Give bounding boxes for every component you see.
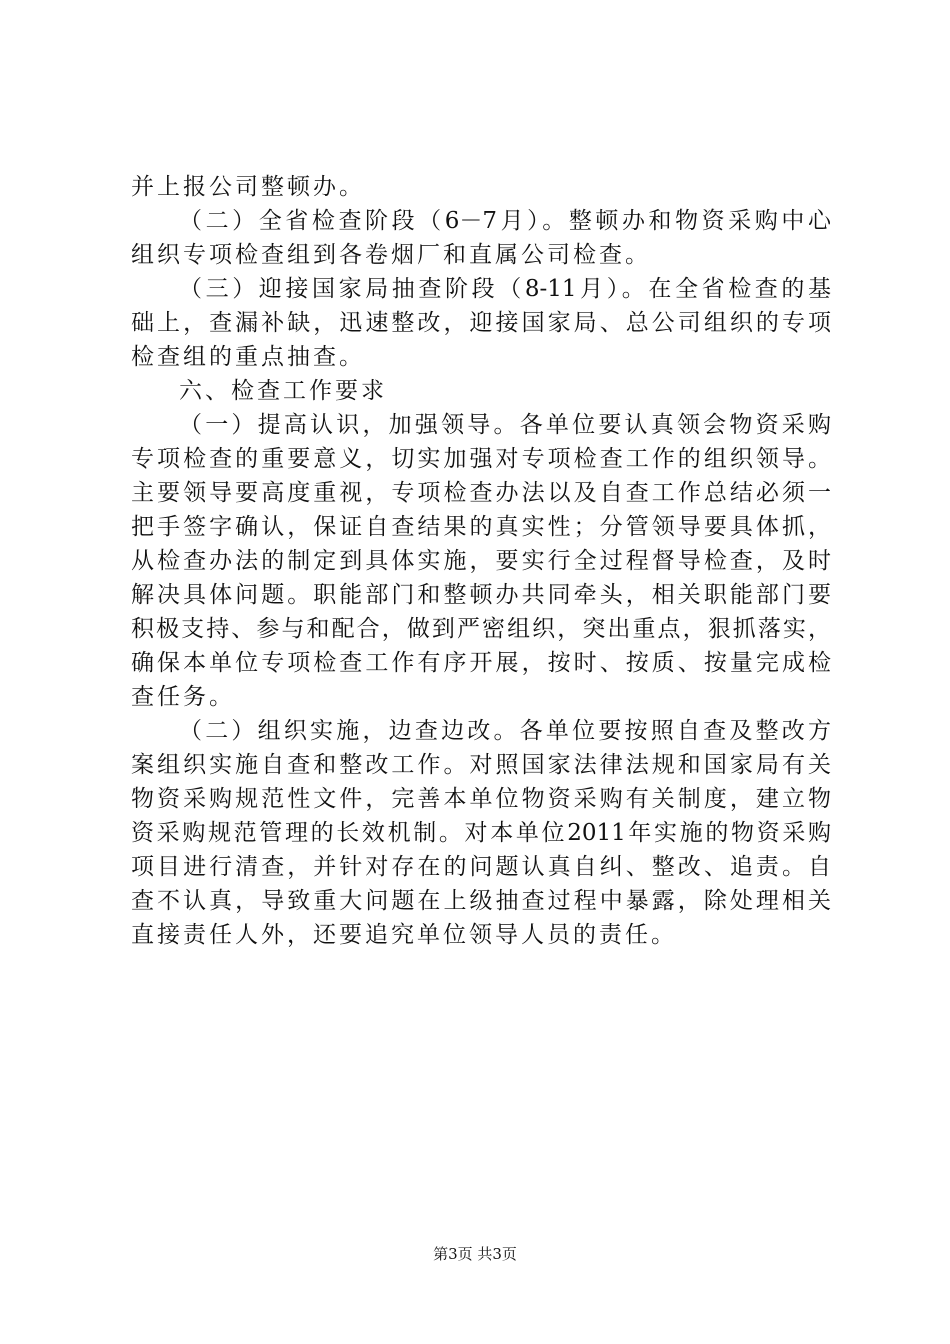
text-line: 确保本单位专项检查工作有序开展，按时、按质、按量完成检	[131, 650, 831, 676]
page-footer: 第3页 共3页	[433, 1245, 517, 1263]
text-line: 组织专项检查组到各卷烟厂和直属公司检查。	[131, 242, 651, 268]
text-line: 查不认真，导致重大问题在上级抽查过程中暴露，除处理相关	[131, 888, 831, 914]
text-line: （三）迎接国家局抽查阶段（8-11月）。在全省检查的基	[179, 276, 831, 302]
text-line: 资采购规范管理的长效机制。对本单位2011年实施的物资采购	[131, 820, 831, 846]
text-line: 专项检查的重要意义，切实加强对专项检查工作的组织领导。	[131, 446, 831, 472]
text-line: 检查组的重点抽查。	[131, 344, 365, 370]
text-line: 案组织实施自查和整改工作。对照国家法律法规和国家局有关	[131, 752, 831, 778]
text-line: 六、检查工作要求	[179, 378, 387, 404]
text-line: 把手签字确认，保证自查结果的真实性；分管领导要具体抓，	[131, 514, 831, 540]
text-line: 解决具体问题。职能部门和整顿办共同牵头，相关职能部门要	[131, 582, 831, 608]
text-line: 从检查办法的制定到具体实施，要实行全过程督导检查，及时	[131, 548, 831, 574]
text-line: 主要领导要高度重视，专项检查办法以及自查工作总结必须一	[131, 480, 831, 506]
text-line: （二）全省检查阶段（6－7月）。整顿办和物资采购中心	[179, 208, 831, 234]
text-line: 项目进行清查，并针对存在的问题认真自纠、整改、追责。自	[131, 854, 831, 880]
text-line: （一）提高认识，加强领导。各单位要认真领会物资采购	[179, 412, 831, 438]
text-line: 查任务。	[131, 684, 235, 710]
text-line: 并上报公司整顿办。	[131, 174, 365, 200]
text-line: 直接责任人外，还要追究单位领导人员的责任。	[131, 922, 677, 948]
text-line: 积极支持、参与和配合，做到严密组织，突出重点，狠抓落实，	[131, 616, 831, 642]
text-line: 物资采购规范性文件，完善本单位物资采购有关制度，建立物	[131, 786, 831, 812]
document-body	[131, 170, 831, 952]
text-line: 础上，查漏补缺，迅速整改，迎接国家局、总公司组织的专项	[131, 310, 831, 336]
text-line: （二）组织实施，边查边改。各单位要按照自查及整改方	[179, 718, 831, 744]
